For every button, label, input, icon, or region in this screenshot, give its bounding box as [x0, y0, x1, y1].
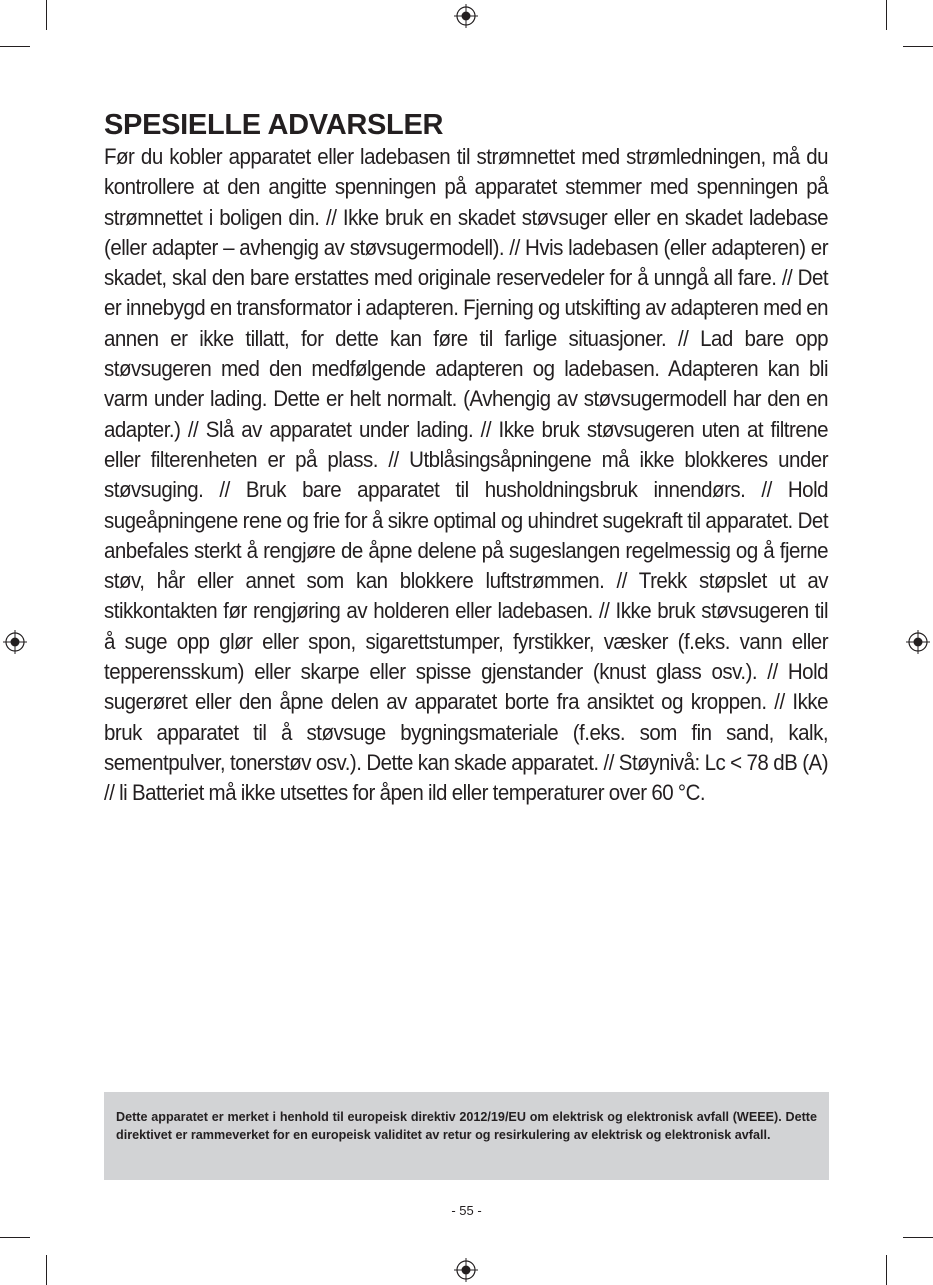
registration-mark-icon [3, 630, 27, 654]
registration-mark-icon [906, 630, 930, 654]
crop-mark [886, 0, 887, 30]
registration-mark-icon [454, 1258, 478, 1282]
crop-mark [903, 1237, 933, 1238]
page-title: SPESIELLE ADVARSLER [104, 109, 444, 141]
crop-mark [903, 46, 933, 47]
weee-note-text: Dette apparatet er merket i henhold til europeisk direktiv 2012/19/EU om elektrisk og elektronisk avfall (WEEE). Dette direktivet er rammeverket for en europeisk validitet av retur og resirkulering av elektrisk og elektronisk avfall. [116, 1110, 817, 1142]
weee-note-box [104, 1092, 829, 1180]
page-number: - 55 - [451, 1203, 482, 1218]
crop-mark [0, 1237, 30, 1238]
main-content [104, 108, 828, 809]
crop-mark [0, 46, 30, 47]
crop-mark [886, 1255, 887, 1285]
crop-mark [46, 0, 47, 30]
warnings-text: Før du kobler apparatet eller ladebasen til strømnettet med strømledningen, må du kontrollere at den angitte spenningen på apparatet stemmer med spenningen på strømnettet i boligen din. // Ikke bruk en skadet støvsuger eller en skadet ladebase (eller adapter – avhengig av støvsugermodell). // Hvis ladebasen (eller adapteren) er skadet, skal den bare erstattes med originale reservedeler for å unngå all fare. // Det er innebygd en transformator i adapteren. Fjerning og utskifting av adapteren med en annen er ikke tillatt, for dette kan føre til farlige situasjoner. // Lad bare opp støvsugeren med den medfølgende adapteren og ladebasen. Adapteren kan bli varm under lading. Dette er helt normalt. (Avhengig av støvsugermodell har den en adapter.) // Slå av apparatet under lading. // Ikke bruk støvsugeren uten at filtrene eller filterenheten er på plass. // Utblåsingsåpningene må ikke blokkeres under støvsuging. // Bruk bare apparatet til husholdningsbruk innendørs. // Hold sugeåpningene rene og frie for å sikre optimal og uhindret sugekraft til apparatet. Det anbefales sterkt å rengjøre de åpne delene på sugeslangen regelmessig og å fjerne støv, hår eller annet som kan blokkere luftstrømmen. // Trekk støpslet ut av stikkontakten før rengjøring av holderen eller ladebasen. // Ikke bruk støvsugeren til å suge opp glør eller spon, sigarettstumper, fyrstikker, væsker (f.eks. vann eller tepperensskum) eller skarpe eller spisse gjenstander (knust glass osv.). // Hold sugerøret eller den åpne delen av apparatet borte fra ansiktet og kroppen. // Ikke bruk apparatet til å støvsuge bygningsmateriale (f.eks. som fin sand, kalk, sementpulver, tonerstøv osv.). Dette kan skade apparatet. // Støynivå: Lc < 78 dB (A) // li Batteriet må ikke utsettes for åpen ild eller temperaturer over 60 °C. [104, 144, 829, 806]
crop-mark [46, 1255, 47, 1285]
registration-mark-icon [454, 4, 478, 28]
